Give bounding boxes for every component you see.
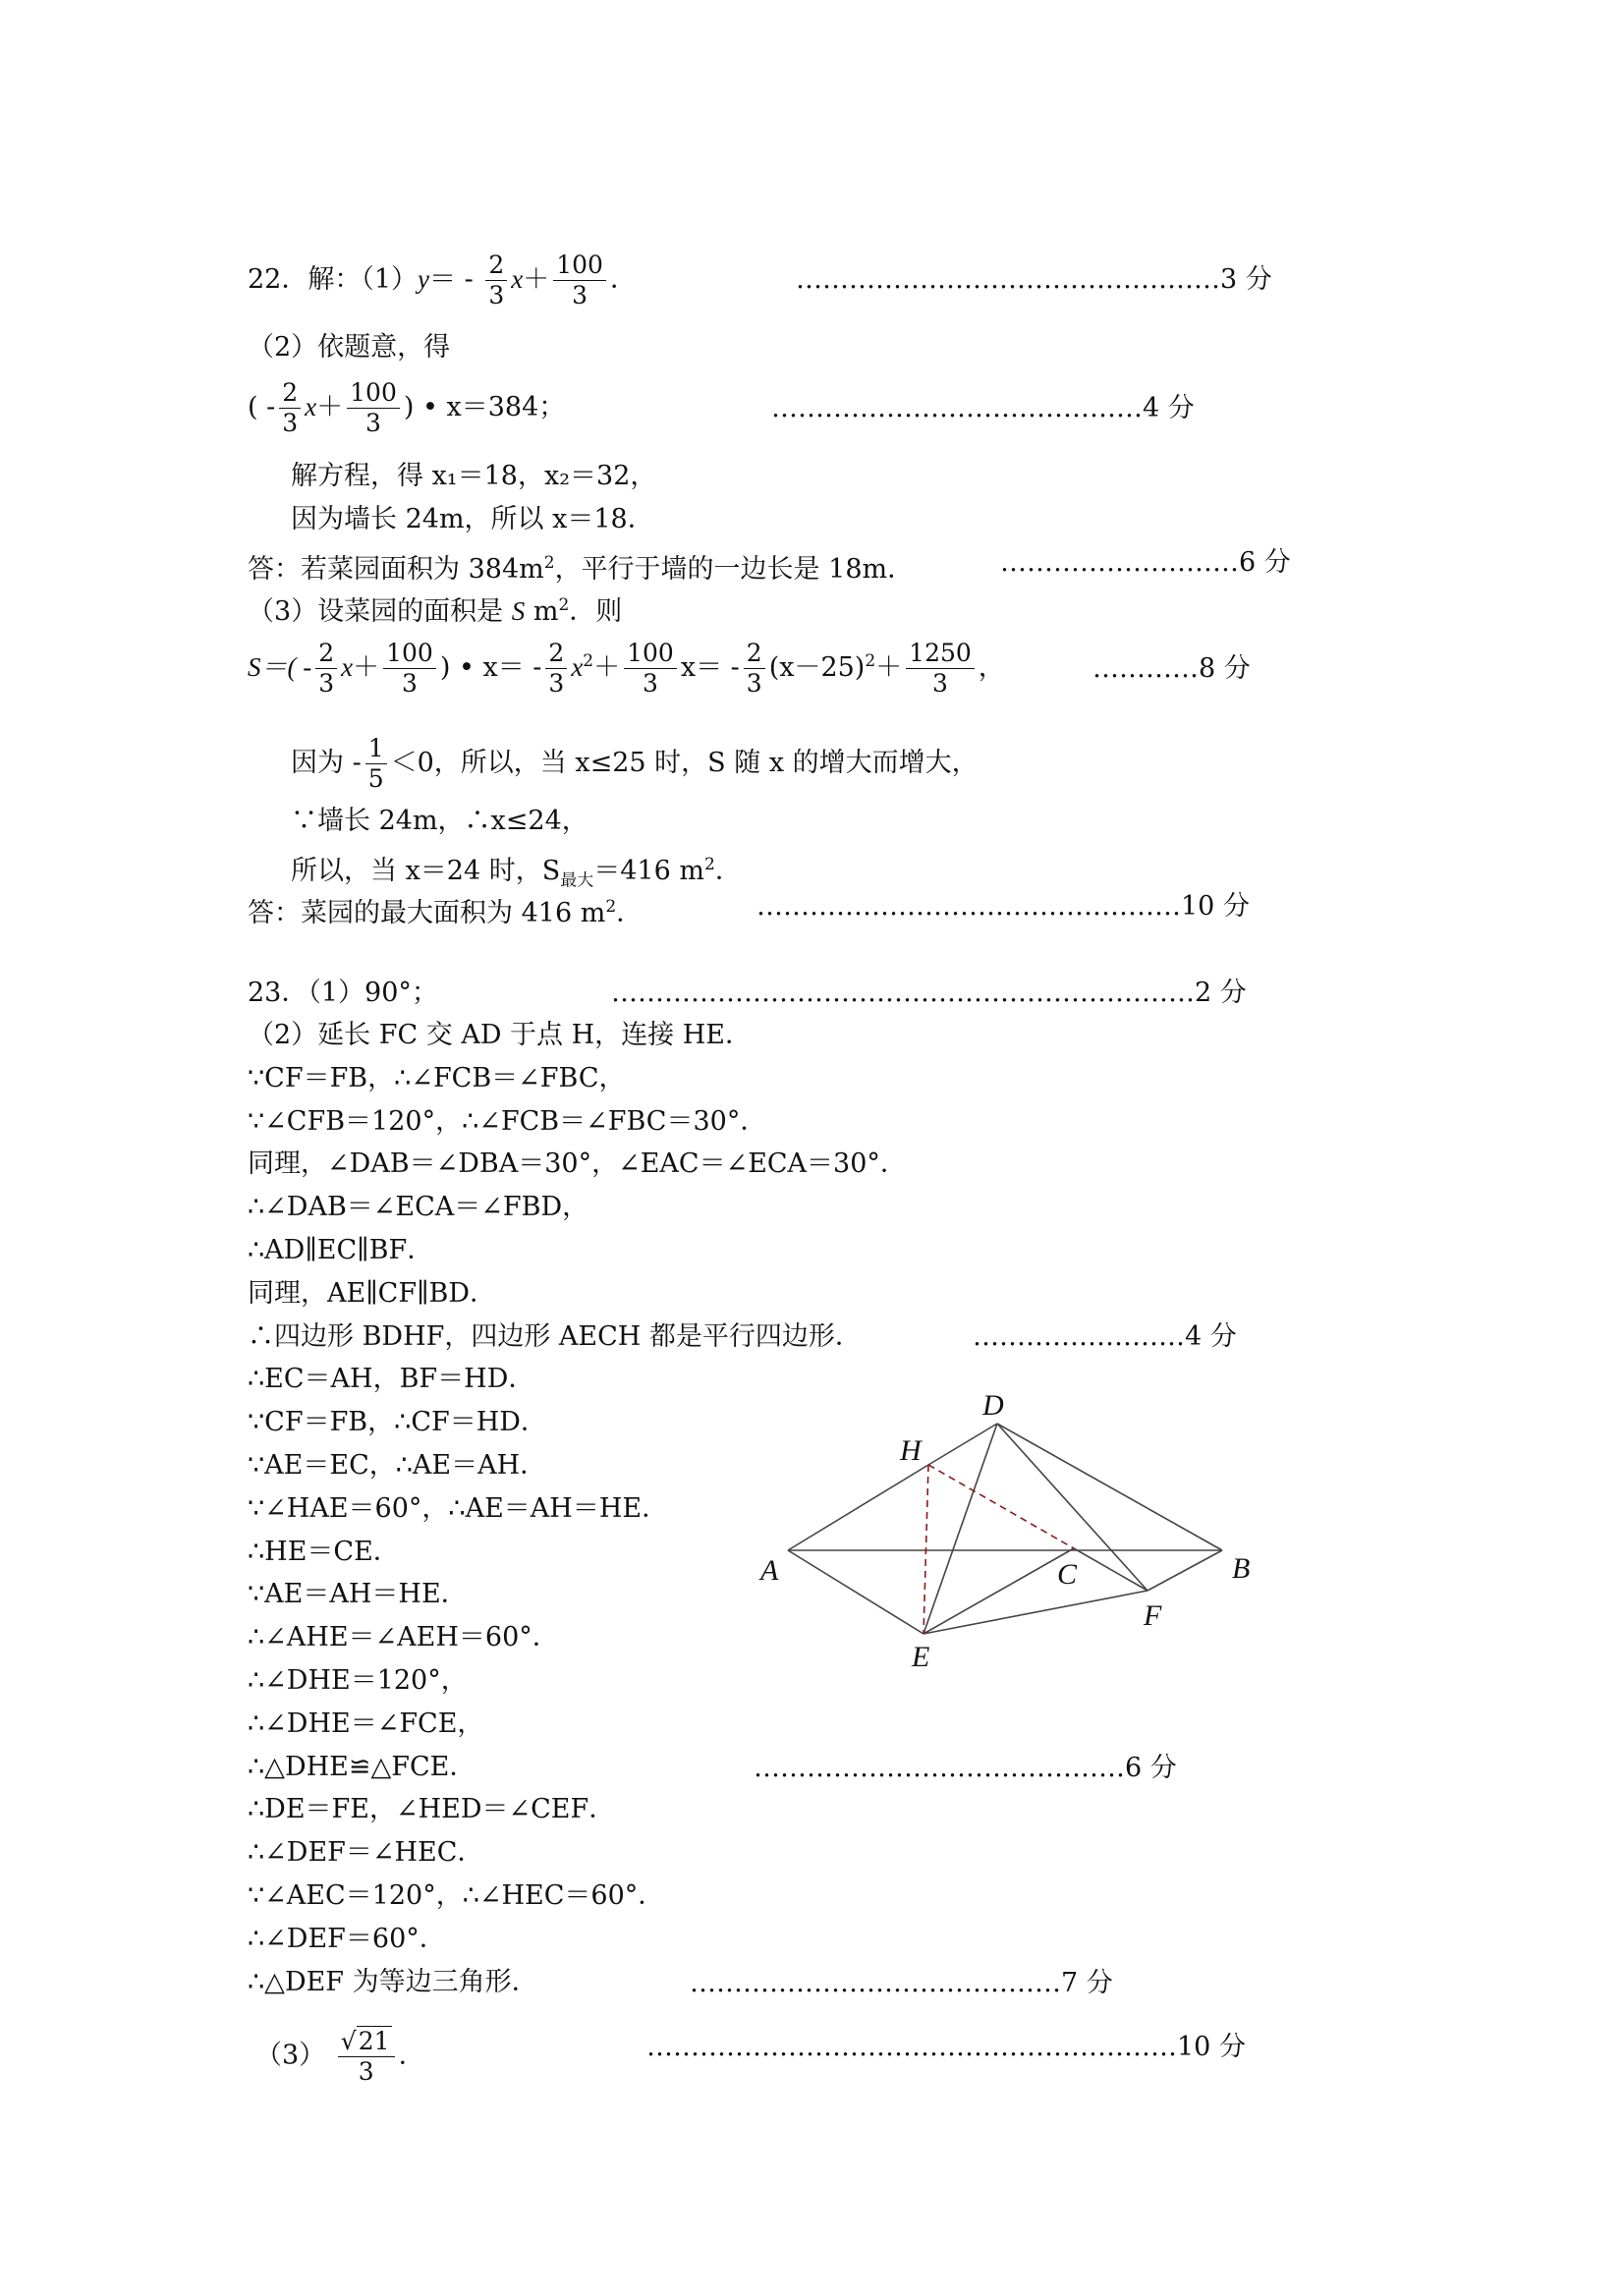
q23-proof-line: ∵CF＝FB，∴CF＝HD． — [248, 1407, 547, 1437]
q23-proof-line: ∴∠DHE＝∠FCE， — [248, 1708, 484, 1739]
fraction-2-3: $\frac{2}{3}$ — [744, 639, 765, 699]
fraction-1-5: $\frac{1}{5}$ — [365, 734, 387, 794]
q22-equation-1: ( - $\frac{2}{3}$ x＋ $\frac{100}{3}$ ) • x＝384； — [248, 378, 566, 437]
q22-answer-2: 答：菜园的最大面积为 416 $m^2$． — [248, 897, 644, 928]
fraction-100-3: $\frac{100}{3}$ — [383, 639, 436, 699]
var-y: y — [418, 264, 430, 294]
q22-area-equation: S＝( - $\frac{2}{3}$ x＋ $\frac{100}{3}$ ) • x＝ - $\frac{2}{3}$ $x^2+$ $\frac{100}{3}$ x＝ - $\frac{2}{3}$ $(x-25)^2+$ $\frac{1250}{3}$ ， — [248, 639, 1005, 698]
var-x: x — [511, 264, 524, 294]
score-2: …………………………………………………………2 分 — [611, 978, 1247, 1008]
q23-proof-line: ∵AE＝AH＝HE． — [248, 1579, 468, 1609]
segment-CF — [1074, 1548, 1147, 1591]
q22-monotonic: 因为 - $\frac{1}{5}$ ＜0，所以，当 x≤25 时，S 随 x 的增大而增大， — [291, 734, 979, 793]
q23-proof-line: ∴∠AHE＝∠AEH＝60°． — [248, 1622, 559, 1652]
q22-wall-limit: ∵墙长 24m，∴x≤24， — [291, 806, 588, 836]
label-F: F — [1144, 1599, 1162, 1632]
q23-proof-line: ∵CF＝FB，∴∠FCB＝∠FBC， — [248, 1063, 626, 1093]
fraction-100-3: $\frac{100}{3}$ — [347, 378, 400, 438]
q23-proof-line: ∴∠DEF＝60°． — [248, 1924, 446, 1954]
score-4: ……………………………………4 分 — [771, 393, 1195, 423]
q23-proof-line: （2）延长 FC 交 AD 于点 H，连接 HE． — [248, 1020, 753, 1050]
q22-line-1: 22．解：（1）y＝ - $\frac{2}{3}$ x＋ $\frac{100}{3}$ ． — [248, 251, 637, 309]
q22-part2-title: （2）依题意，得 — [248, 332, 451, 363]
label-E: E — [912, 1641, 930, 1673]
fraction-1250-3: $\frac{1250}{3}$ — [906, 639, 975, 699]
q23-proof-line: ∴AD∥EC∥BF． — [248, 1235, 434, 1265]
q23-proof-line: 同理，∠DAB＝∠DBA＝30°，∠EAC＝∠ECA＝30°． — [248, 1148, 907, 1179]
dashed-HE — [923, 1465, 928, 1634]
score-6b: ……………………………………6 分 — [754, 1753, 1177, 1783]
score-8: …………8 分 — [1092, 653, 1251, 684]
segment-AH — [788, 1465, 928, 1550]
q23-proof-line: ∴HE＝CE． — [248, 1537, 400, 1567]
q23-proof-line: ∵∠CFB＝120°，∴∠FCB＝∠FBC＝30°． — [248, 1106, 767, 1137]
equals-neg: ＝ - — [429, 264, 474, 295]
q23-proof-line: 同理，AE∥CF∥BD． — [248, 1278, 497, 1309]
q22-answer-1: 答：若菜园面积为 $384m^2$，平行于墙的一边长是 18m． — [248, 553, 915, 585]
segment-DE — [923, 1424, 997, 1634]
fraction-100-3: $\frac{100}{3}$ — [553, 251, 606, 310]
segment-HD — [928, 1424, 997, 1465]
q23-proof-line: ∴△DEF 为等边三角形． — [248, 1967, 538, 1997]
label-D: D — [982, 1389, 1004, 1422]
q22-head: 22．解：（1） — [248, 264, 419, 295]
segment-EF — [923, 1591, 1147, 1634]
score-4b: ……………………4 分 — [973, 1321, 1237, 1352]
q23-proof-line: ∵∠HAE＝60°，∴AE＝AH＝HE． — [248, 1493, 669, 1524]
q23-proof-line: ∴四边形 BDHF，四边形 AECH 都是平行四边形． — [248, 1321, 862, 1352]
dashed-HC — [928, 1465, 1074, 1548]
q23-proof-line: ∴∠DHE＝120°， — [248, 1665, 468, 1696]
segment-DB — [997, 1424, 1222, 1550]
q23-part3: （3） $\frac{√21}{3}$ . — [255, 2027, 408, 2086]
fraction-100-3: $\frac{100}{3}$ — [624, 639, 677, 699]
fraction-2-3: $\frac{2}{3}$ — [279, 378, 301, 438]
q22-solve: 解方程，得 x₁＝18，x₂＝32， — [291, 461, 657, 491]
label-B: B — [1232, 1552, 1251, 1585]
q23-proof-line: ∵∠AEC＝120°，∴∠HEC＝60°． — [248, 1880, 665, 1911]
geometry-figure — [747, 1375, 1277, 1700]
q23-proof-line: ∴∠DEF＝∠HEC． — [248, 1837, 484, 1868]
q23-proof-line: ∴EC＝AH，BF＝HD． — [248, 1364, 535, 1394]
q23-proof-line: ∴△DHE≌△FCE． — [248, 1752, 476, 1782]
segment-FB — [1147, 1550, 1222, 1591]
label-H: H — [900, 1434, 922, 1467]
label-C: C — [1057, 1558, 1078, 1591]
q22-part3-title: （3）设菜园的面积是 S $m^2$．则 — [248, 595, 623, 627]
q23-part1: 23．（1）90°； — [248, 978, 438, 1008]
score-3: …………………………………………3 分 — [796, 264, 1272, 295]
q23-proof-line: ∵AE＝EC，∴AE＝AH． — [248, 1450, 547, 1481]
score-10b: ……………………………………………………10 分 — [646, 2032, 1246, 2062]
fraction-sqrt21-3: $\frac{√21}{3}$ — [338, 2026, 395, 2087]
fraction-2-3: $\frac{2}{3}$ — [485, 251, 507, 310]
q23-proof-line: ∴∠DAB＝∠ECA＝∠FBD， — [248, 1192, 589, 1222]
q22-wall: 因为墙长 24m，所以 x＝18． — [291, 504, 654, 534]
segment-AE — [788, 1550, 923, 1634]
segment-EC — [923, 1548, 1074, 1634]
q23-proof-line: ∴DE＝FE，∠HED＝∠CEF． — [248, 1794, 616, 1824]
score-10: …………………………………………10 分 — [756, 891, 1250, 922]
fraction-2-3: $\frac{2}{3}$ — [315, 639, 337, 699]
fraction-2-3: $\frac{2}{3}$ — [545, 639, 567, 699]
score-7: ……………………………………7 分 — [690, 1968, 1113, 1998]
label-A: A — [760, 1554, 779, 1587]
q22-max: 所以，当 x＝24 时，$S_{最大}=416$ $m^2$． — [291, 855, 742, 891]
score-6: ………………………6 分 — [1000, 547, 1291, 578]
